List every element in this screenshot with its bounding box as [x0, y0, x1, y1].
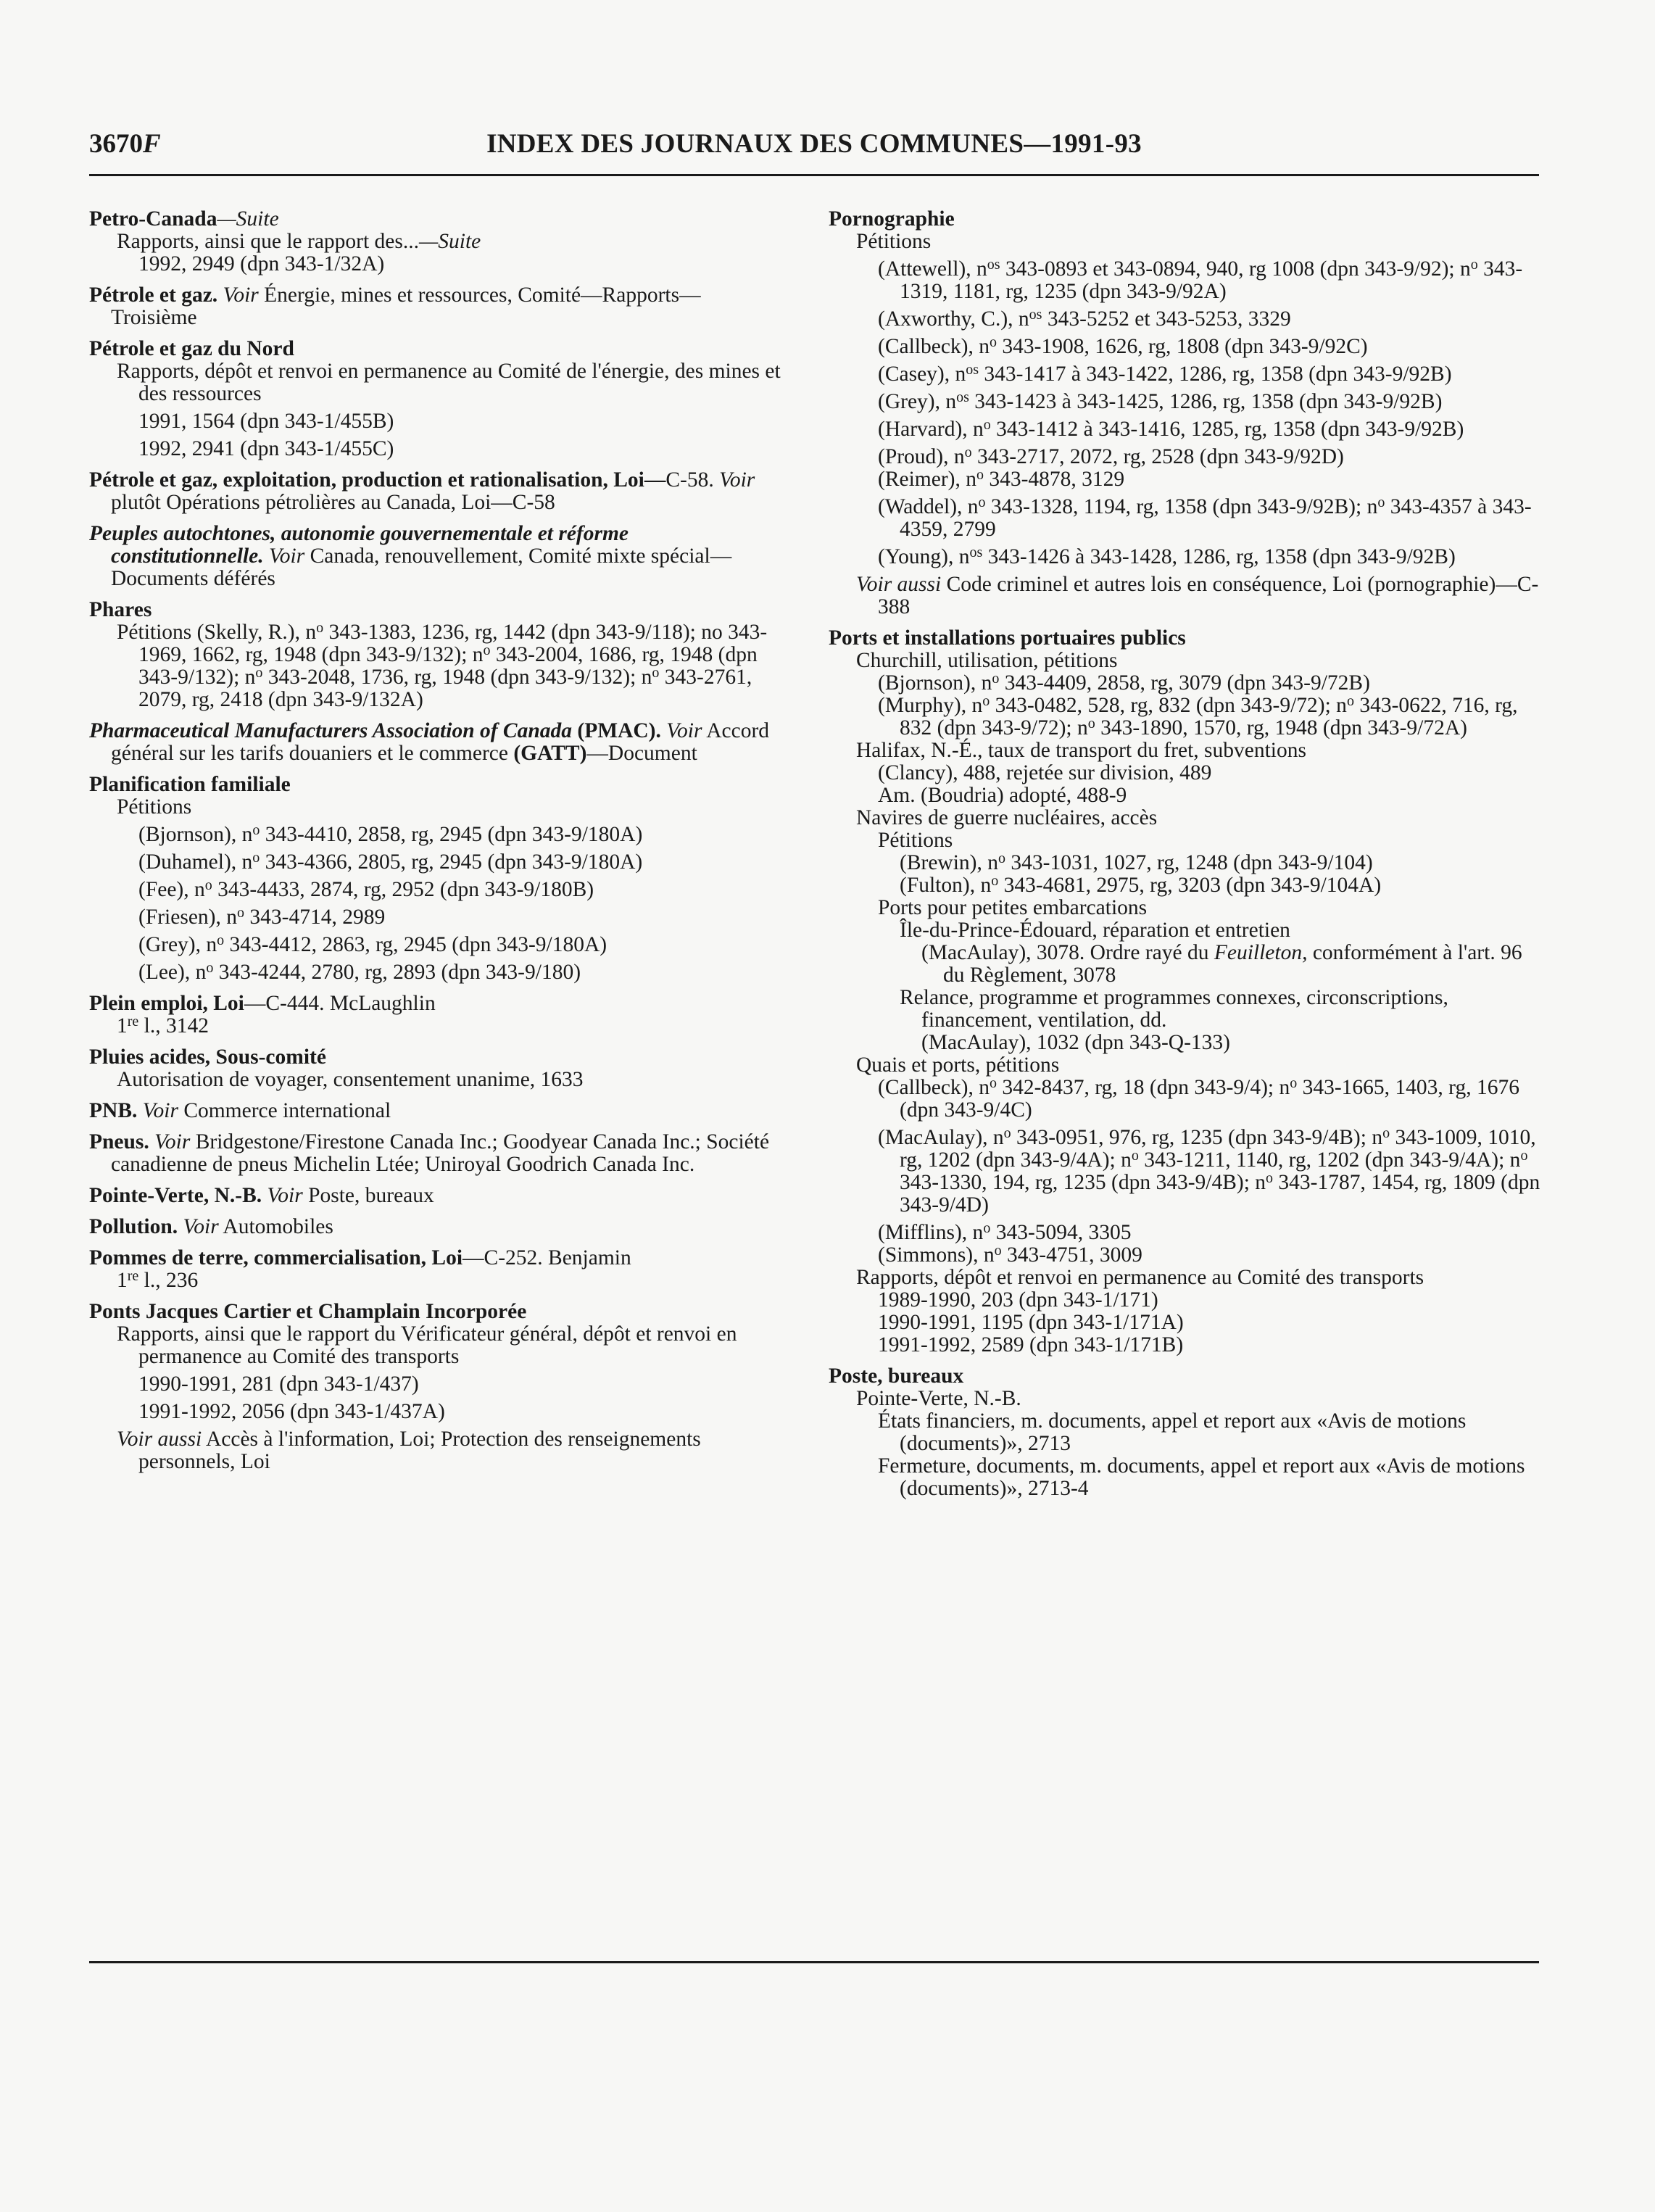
- index-entry: Poste, bureaux Pointe-Verte, N.-B. États financiers, m. documents, appel et report aux «Avis de motions (documents)», 2713 Fermeture, documents, m. documents, appel et report aux «Avis de motions (documents)», 2713-4: [829, 1365, 1543, 1500]
- entry-heading: Pétrole et gaz, exploitation, production et rationalisation, Loi—: [89, 468, 666, 492]
- left-column: [89, 208, 785, 1482]
- page-header: [89, 129, 1539, 166]
- index-entry: Pétrole et gaz. Voir Énergie, mines et ressources, Comité—Rapports—Troisième: [89, 283, 701, 329]
- index-entry: Pneus. Voir Bridgestone/Firestone Canada Inc.; Goodyear Canada Inc.; Société canadienne de pneus Michelin Ltée; Uniroyal Goodrich Canada Inc.: [89, 1130, 770, 1176]
- index-entry: Pluies acides, Sous-comité Autorisation de voyager, consentement unanime, 1633: [89, 1046, 785, 1091]
- page-number: 3670F: [89, 129, 161, 159]
- entry-heading: Pharmaceutical Manufacturers Association of Canada: [89, 719, 573, 742]
- entry-heading: Planification familiale: [89, 773, 291, 796]
- index-entry: Pharmaceutical Manufacturers Association of Canada (PMAC). Voir Accord général sur les tarifs douaniers et le commerce (GATT)—Document: [89, 719, 770, 765]
- index-entry: Pétrole et gaz du Nord Rapports, dépôt et renvoi en permanence au Comité de l'énergie, des mines et des ressources 1991, 1564 (dpn 343-1/455B) 1992, 2941 (dpn 343-1/455C): [89, 338, 785, 460]
- index-entry: Ponts Jacques Cartier et Champlain Incorporée Rapports, ainsi que le rapport du Vérificateur général, dépôt et renvoi en permanence au Comité des transports 1990-1991, 281 (dpn 343-1/437) 1991-1992, 2056 (dpn 343-1/437A) Voir aussi Accès à l'information, Loi; Protection des renseignements personnels, Loi: [89, 1301, 785, 1473]
- entry-heading: Pneus.: [89, 1130, 149, 1153]
- entry-heading: Pornographie: [829, 207, 955, 231]
- index-entry: Pollution. Voir Automobiles: [89, 1215, 333, 1238]
- index-entry: Ports et installations portuaires publics Churchill, utilisation, pétitions (Bjornson), $n^o$ 343-4409, 2858, rg, 3079 (dpn 343-9/72B) (Murphy), $n^o$ 343-0482, 528, rg, 832 (dpn 343-9/72); $n^o$ 343-0622, 716, rg, 832 (dpn 343-9/72); $n^o$ 343-1890, 1570, rg, 1948 (dpn 343-9/72A) Halifax, N.-É., taux de transport du fret, subventions (Clancy), 488, rejetée sur division, 489 Am. (Boudria) adopté, 488-9 Navires de guerre nucléaires, accès Pétitions (Brewin), $n^o$ 343-1031, 1027, rg, 1248 (dpn 343-9/104) (Fulton), $n^o$ 343-4681, 2975, rg, 3203 (dpn 343-9/104A) Ports pour petites embarcations Île-du-Prince-Édouard, réparation et entretien (MacAulay), 3078. Ordre rayé du Feuilleton, conformément à l'art. 96 du Règlement, 3078 Relance, programme et programmes connexes, circonscriptions, financement, ventilation, dd. (MacAulay), 1032 (dpn 343-Q-133) Quais et ports, pétitions (Callbeck), $n^o$ 342-8437, rg, 18 (dpn 343-9/4); $n^o$ 343-1665, 1403, rg, 1676 (dpn 343-9/4C) (MacAulay), $n^o$ 343-0951, 976, rg, 1235 (dpn 343-9/4B); $n^o$ 343-1009, 1010, rg, 1202 (dpn 343-9/4A); $n^o$ 343-1211, 1140, rg, 1202 (dpn 343-9/4A); $n^o$ 343-1330, 194, rg, 1235 (dpn 343-9/4B); $n^o$ 343-1787, 1454, rg, 1809 (dpn 343-9/4D) (Mifflins), $n^o$ 343-5094, 3305 (Simmons), $n^o$ 343-4751, 3009 Rapports, dépôt et renvoi en permanence au Comité des transports 1989-1990, 203 (dpn 343-1/171) 1990-1991, 1195 (dpn 343-1/171A) 1991-1992, 2589 (dpn 343-1/171B): [829, 627, 1543, 1356]
- index-entry: Pommes de terre, commercialisation, Loi—C-252. Benjamin 1re l., 236: [89, 1246, 631, 1292]
- index-entry: PNB. Voir Commerce international: [89, 1099, 391, 1122]
- entry-heading: Pétrole et gaz.: [89, 283, 218, 307]
- index-entry: Planification familiale Pétitions (Bjornson), $n^o$ 343-4410, 2858, rg, 2945 (dpn 343-9/180A) (Duhamel), $n^o$ 343-4366, 2805, rg, 2945 (dpn 343-9/180A) (Fee), $n^o$ 343-4433, 2874, rg, 2952 (dpn 343-9/180B) (Friesen), $n^o$ 343-4714, 2989 (Grey), $n^o$ 343-4412, 2863, rg, 2945 (dpn 343-9/180A) (Lee), $n^o$ 343-4244, 2780, rg, 2893 (dpn 343-9/180): [89, 774, 785, 984]
- entry-heading: Petro-Canada: [89, 207, 217, 231]
- header-rule: [89, 174, 1539, 176]
- index-entry: Phares Pétitions (Skelly, R.), $n^o$ 343-1383, 1236, rg, 1442 (dpn 343-9/118); no 343-1969, 1662, rg, 1948 (dpn 343-9/132); $n^o$ 343-2004, 1686, rg, 1948 (dpn 343-9/132); $n^o$ 343-2048, 1736, rg, 1948 (dpn 343-9/132); $n^o$ 343-2761, 2079, rg, 2418 (dpn 343-9/132A): [89, 599, 785, 711]
- entry-heading: Pollution.: [89, 1215, 178, 1238]
- entry-heading: Pointe-Verte, N.-B.: [89, 1184, 262, 1207]
- entry-heading: Plein emploi, Loi: [89, 992, 244, 1015]
- index-entry: Plein emploi, Loi—C-444. McLaughlin 1re l., 3142: [89, 992, 436, 1037]
- footer-rule: [89, 1961, 1539, 1963]
- entry-heading: PNB.: [89, 1099, 138, 1122]
- entry-heading: Pétrole et gaz du Nord: [89, 337, 294, 360]
- index-entry: Peuples autochtones, autonomie gouvernementale et réforme constitutionnelle. Voir Canada, renouvellement, Comité mixte spécial—Documents déférés: [89, 522, 732, 590]
- entry-heading: Ponts Jacques Cartier et Champlain Incorporée: [89, 1300, 527, 1323]
- index-entry: Petro-Canada—Suite Rapports, ainsi que le rapport des...—Suite 1992, 2949 (dpn 343-1/32A): [89, 207, 481, 276]
- running-title: INDEX DES JOURNAUX DES COMMUNES—1991-93: [486, 129, 1142, 159]
- index-entry: Pornographie Pétitions (Attewell), $n^{os}$ 343-0893 et 343-0894, 940, rg 1008 (dpn 343-9/92); $n^o$ 343-1319, 1181, rg, 1235 (dpn 343-9/92A) (Axworthy, C.), $n^{os}$ 343-5252 et 343-5253, 3329 (Callbeck), $n^o$ 343-1908, 1626, rg, 1808 (dpn 343-9/92C) (Casey), $n^{os}$ 343-1417 à 343-1422, 1286, rg, 1358 (dpn 343-9/92B) (Grey), $n^{os}$ 343-1423 à 343-1425, 1286, rg, 1358 (dpn 343-9/92B) (Harvard), $n^o$ 343-1412 à 343-1416, 1285, rg, 1358 (dpn 343-9/92B) (Proud), $n^o$ 343-2717, 2072, rg, 2528 (dpn 343-9/92D) (Reimer), $n^o$ 343-4878, 3129 (Waddel), $n^o$ 343-1328, 1194, rg, 1358 (dpn 343-9/92B); $n^o$ 343-4357 à 343-4359, 2799 (Young), $n^{os}$ 343-1426 à 343-1428, 1286, rg, 1358 (dpn 343-9/92B) Voir aussi Code criminel et autres lois en conséquence, Loi (pornographie)—C-388: [829, 208, 1543, 618]
- entry-heading: Phares: [89, 598, 152, 621]
- entry-heading: Ports et installations portuaires publics: [829, 626, 1186, 650]
- entry-heading: Pluies acides, Sous-comité: [89, 1045, 326, 1069]
- entry-heading: Peuples autochtones, autonomie gouvernementale et réforme constitutionnelle.: [89, 522, 629, 568]
- right-column: [829, 208, 1543, 1509]
- entry-heading: Pommes de terre, commercialisation, Loi: [89, 1246, 463, 1269]
- index-entry: Pointe-Verte, N.-B. Voir Poste, bureaux: [89, 1184, 434, 1207]
- entry-heading: Poste, bureaux: [829, 1364, 964, 1388]
- index-entry: Pétrole et gaz, exploitation, production et rationalisation, Loi—C-58. Voir plutôt Opérations pétrolières au Canada, Loi—C-58: [89, 468, 755, 514]
